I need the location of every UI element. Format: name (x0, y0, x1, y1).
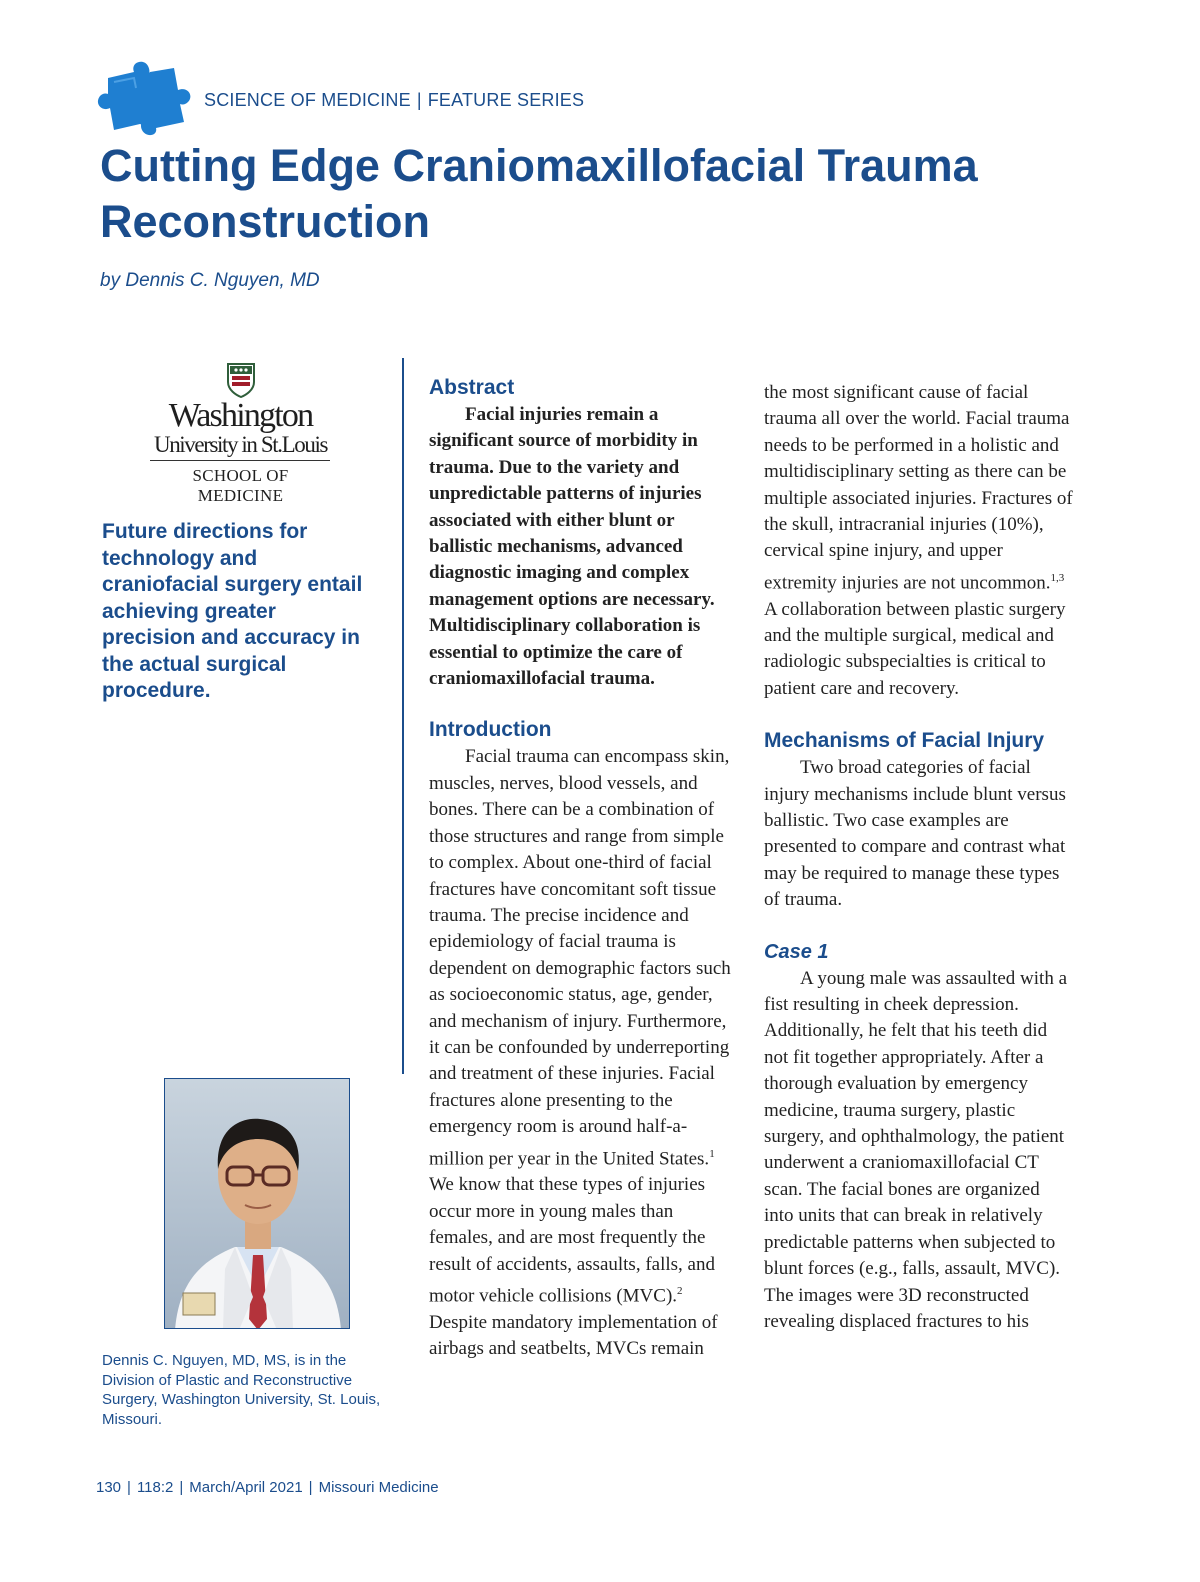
reference-2: 2 (677, 1284, 683, 1297)
puzzle-piece-icon (94, 58, 194, 136)
author-photo (164, 1078, 350, 1329)
introduction-continued (764, 380, 1074, 702)
introduction-continued-text: the most significant cause of facial trauma all over the world. Facial trauma needs to be performed in a holistic and multidisciplinary setting as there can be multiple associated injuries. Fractures of the skull, intracranial injuries (10%), cervical spine injury, and upper extremity injuries are not uncommon. (764, 382, 1073, 594)
column-divider (402, 358, 404, 1074)
series-section: SCIENCE OF MEDICINE (204, 90, 411, 110)
series-separator: | (416, 90, 422, 110)
mechanisms-heading: Mechanisms of Facial Injury (764, 729, 1045, 753)
logo-school: SCHOOL OF MEDICINE (192, 466, 289, 505)
page-number: 130 (96, 1479, 122, 1496)
crest-icon (226, 362, 256, 398)
footer-separator: | (308, 1479, 313, 1496)
reference-1: 1 (709, 1147, 715, 1160)
logo-subtitle: University in St.Louis (153, 432, 327, 457)
logo-rule (150, 460, 330, 461)
case-1-text: A young male was assaulted with a fist resulting in cheek depression. Additionally, he felt that his teeth did not fit together appropriately. After a thorough evaluation by emergency medicine, trauma surgery, plastic surgery, and ophthalmology, the patient underwent a craniomaxillofacial CT scan. The facial bones are organized into units that can break in relatively predictable patterns when subjected to blunt forces (e.g., falls, assault, MVC). The images were 3D reconstructed revealing displaced fractures to his (764, 967, 1068, 1332)
article-column-3 (764, 380, 1074, 1335)
journal-name: Missouri Medicine (318, 1479, 439, 1496)
pull-quote: Future directions for technology and craniofacial surgery entail achieving greater precision and accuracy in the actual surgical procedure. (102, 520, 363, 702)
article-column-2 (429, 374, 739, 1362)
introduction-part-3: Despite mandatory implementation of airbags and seatbelts, MVCs remain (429, 1311, 718, 1360)
mechanisms-text: Two broad categories of facial injury mechanisms include blunt versus ballistic. Two case examples are presented to compare and contrast what may be required to manage these types of trauma. (764, 757, 1066, 911)
introduction-part-2: We know that these types of injuries occur more in young males than females, and are most frequently the result of accidents, assaults, falls, and motor vehicle collisions (MVC). (429, 1174, 715, 1307)
author-caption: Dennis C. Nguyen, MD, MS, is in the Division of Plastic and Reconstructive Surgery, Washington University, St. Louis, Missouri. (102, 1352, 381, 1428)
feature-series-label (204, 90, 584, 111)
series-type: FEATURE SERIES (427, 90, 585, 110)
footer-separator: | (179, 1479, 184, 1496)
page-footer (96, 1479, 439, 1496)
issue-number: 118:2 (136, 1479, 174, 1496)
introduction-text (429, 744, 739, 1362)
case-1-heading: Case 1 (764, 940, 829, 963)
introduction-part-1: Facial trauma can encompass skin, muscles, nerves, blood vessels, and bones. There can be a combination of those structures and range from simple to complex. About one-third of facial fractures have concomitant soft tissue trauma. The precise incidence and epidemiology of facial trauma is dependent on demographic factors such as socioeconomic status, age, gender, and mechanism of injury. Furthermore, it can be confounded by underreporting and treatment of these injuries. Facial fractures alone presenting to the emergency room is around half-a-million per year in the United States. (429, 746, 731, 1169)
introduction-heading: Introduction (429, 718, 552, 742)
introduction-continued-end: A collaboration between plastic surgery and the multiple surgical, medical and radiologic subspecialties is critical to patient care and recovery. (764, 598, 1066, 699)
abstract-heading: Abstract (429, 376, 515, 399)
article-title: Cutting Edge Craniomaxillofacial Trauma Reconstruction (100, 140, 978, 247)
university-logo (148, 362, 333, 505)
issue-date: March/April 2021 (189, 1479, 303, 1496)
reference-1-3: 1,3 (1050, 571, 1065, 584)
logo-name: Washington (168, 397, 313, 434)
footer-separator: | (127, 1479, 131, 1496)
abstract-text: Facial injuries remain a significant source of morbidity in trauma. Due to the variety and unpredictable patterns of injuries associated with either blunt or ballistic mechanisms, advanced diagnostic imaging and complex management options are necessary. Multidisciplinary collaboration is essential to optimize the care of craniomaxillofacial trauma. (429, 404, 715, 690)
byline: by Dennis C. Nguyen, MD (100, 270, 320, 291)
